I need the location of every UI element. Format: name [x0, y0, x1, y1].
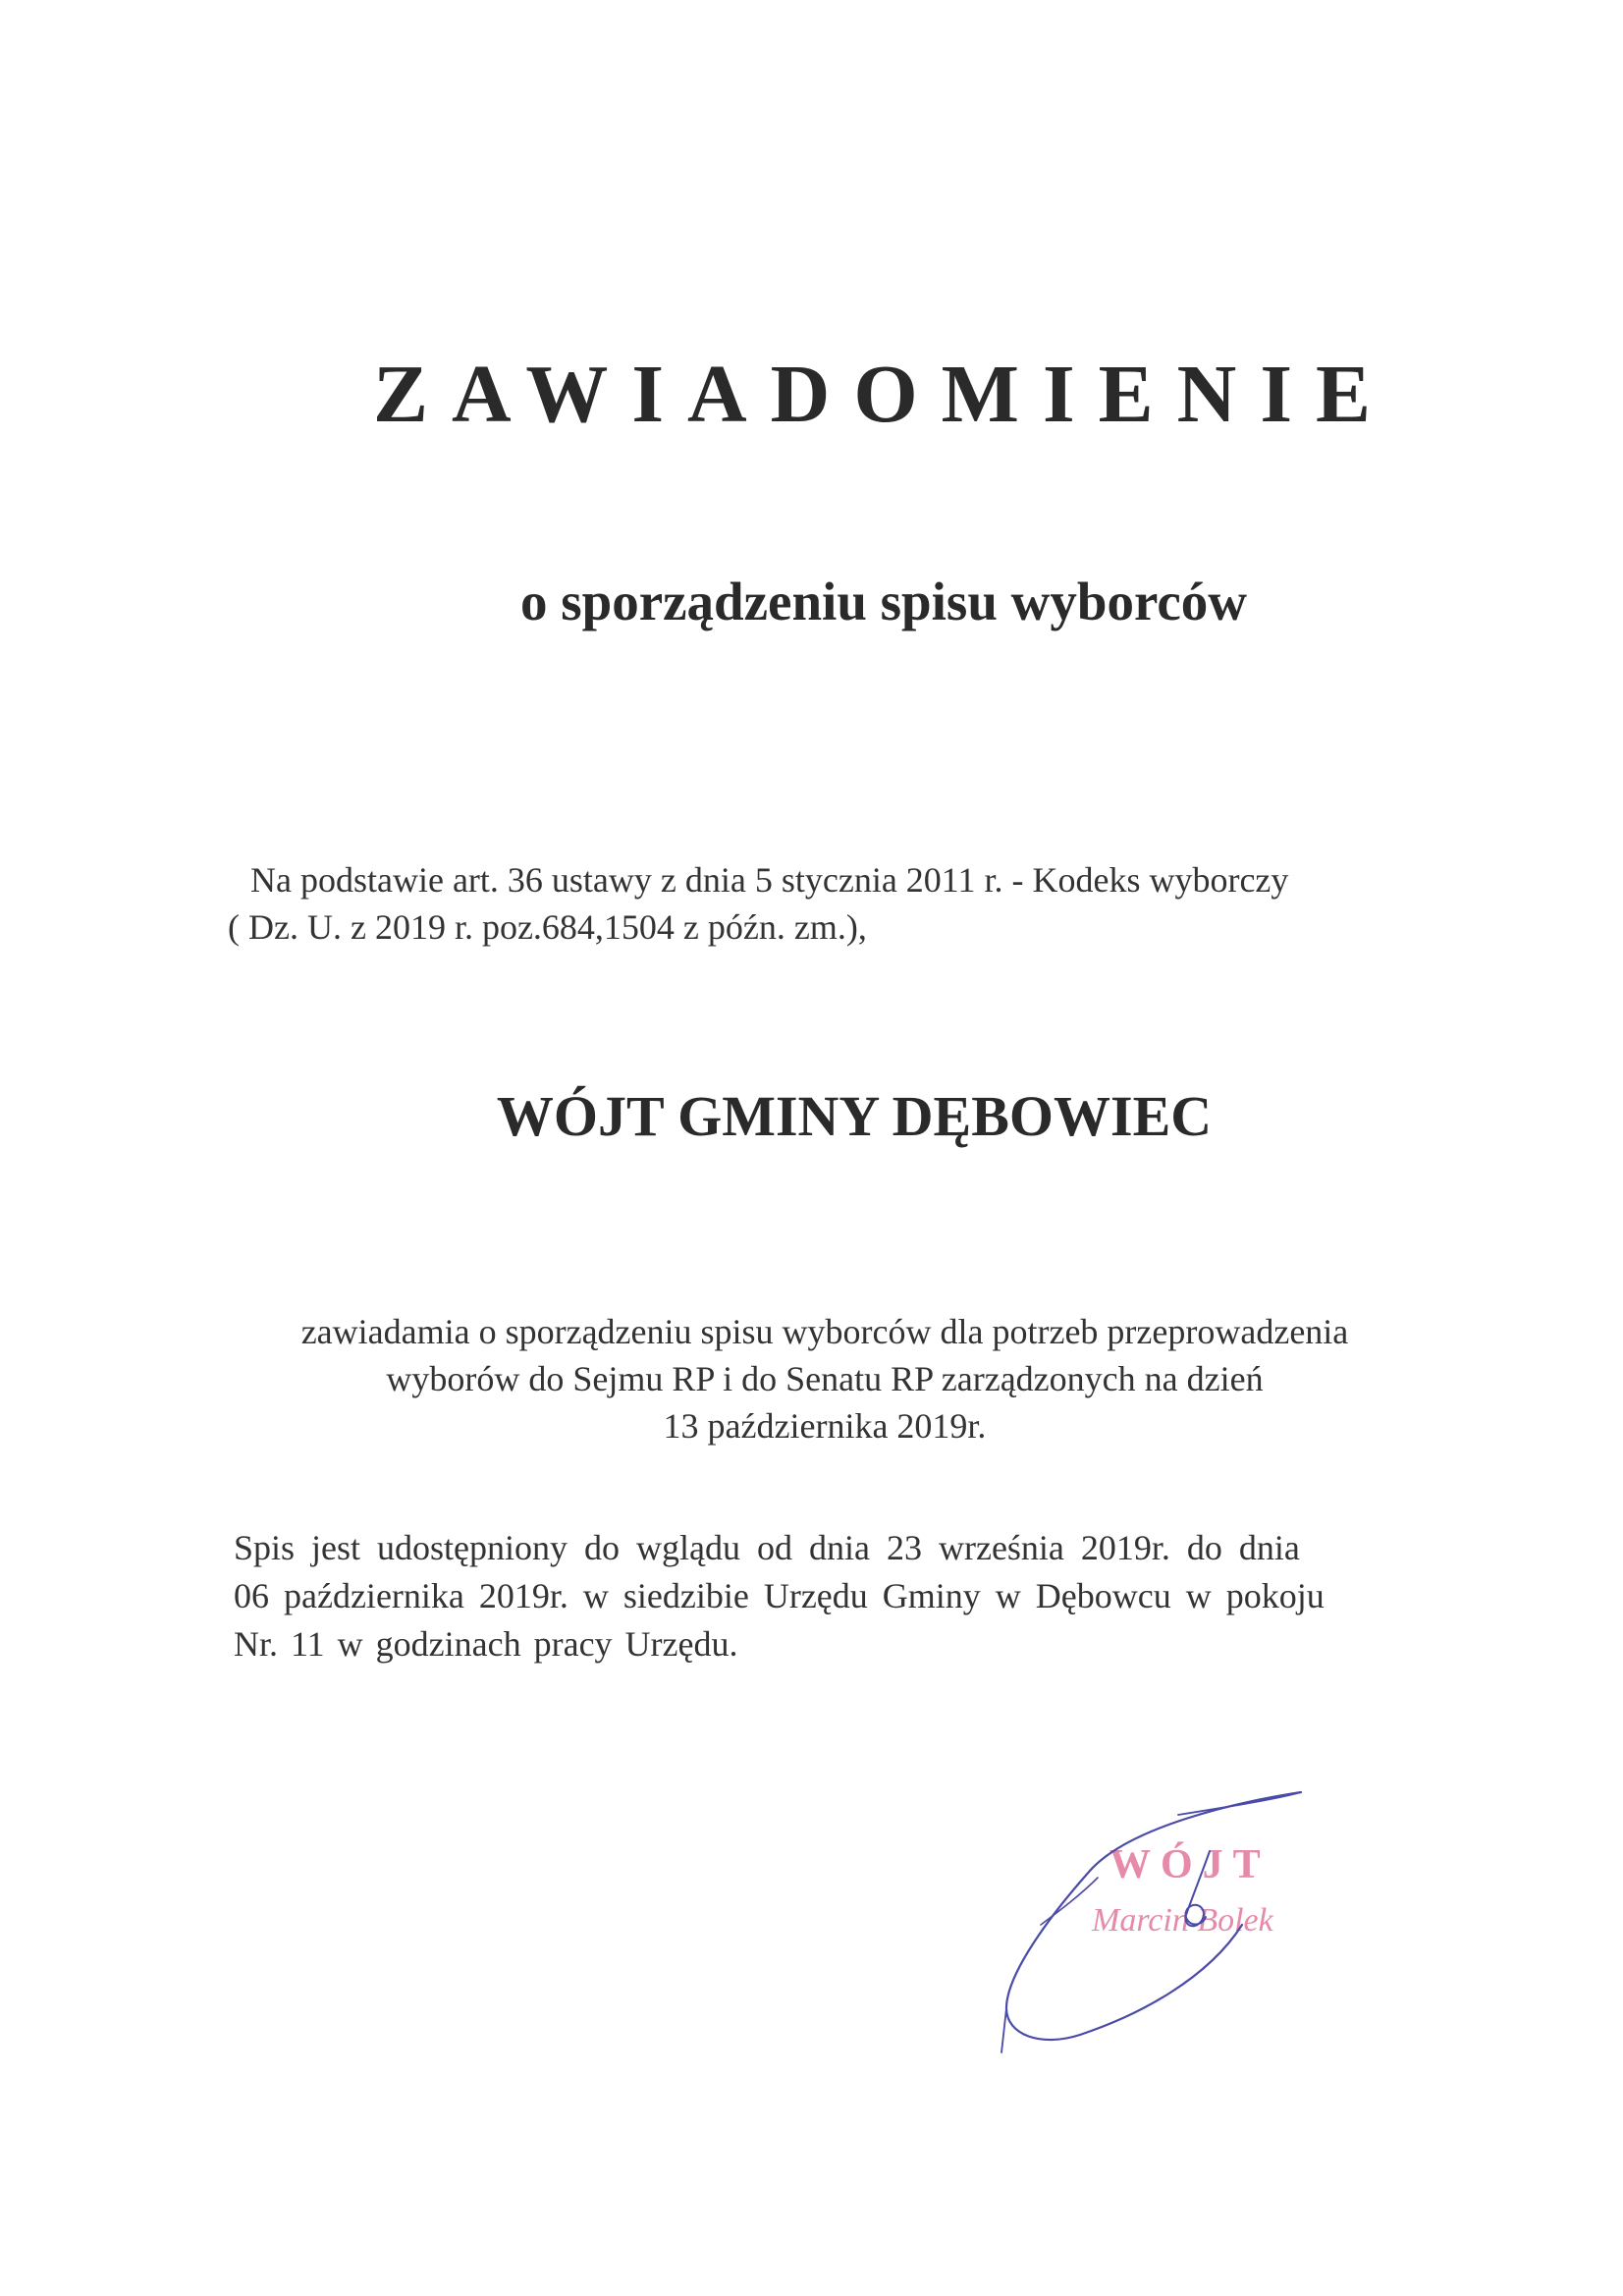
legal-basis [228, 856, 1289, 951]
access-info-line: 06 października 2019r. w siedzibie Urzędu Gminy w Dębowcu w pokoju [234, 1576, 1325, 1615]
access-info-line: Spis jest udostępniony do wglądu od dnia 23 września 2019r. do dnia [234, 1528, 1300, 1567]
notice-line: 13 października 2019r. [663, 1406, 987, 1446]
legal-basis-line: ( Dz. U. z 2019 r. poz.684,1504 z późn. zm.), [228, 907, 867, 947]
notice-paragraph [0, 1308, 1623, 1449]
issuing-authority: WÓJT GMINY DĘBOWIEC [496, 1084, 1213, 1148]
notice-line: zawiadamia o sporządzeniu spisu wyborców dla potrzeb przeprowadzenia [300, 1312, 1349, 1351]
notice-line: wyborów do Sejmu RP i do Senatu RP zarządzonych na dzień [386, 1359, 1264, 1398]
document-subtitle: o sporządzeniu spisu wyborców [519, 572, 1248, 631]
access-info-paragraph [234, 1524, 1412, 1668]
access-info-line: Nr. 11 w godzinach pracy Urzędu. [234, 1624, 738, 1664]
handwritten-signature [982, 1777, 1335, 2062]
document-title: ZAWIADOMIENIE [372, 349, 1395, 440]
stamp-name: Marcin Bolek [1092, 1902, 1273, 1939]
legal-basis-line: Na podstawie art. 36 ustawy z dnia 5 stycznia 2011 r. - Kodeks wyborczy [250, 860, 1289, 900]
stamp-title: WÓJT [1109, 1842, 1271, 1887]
